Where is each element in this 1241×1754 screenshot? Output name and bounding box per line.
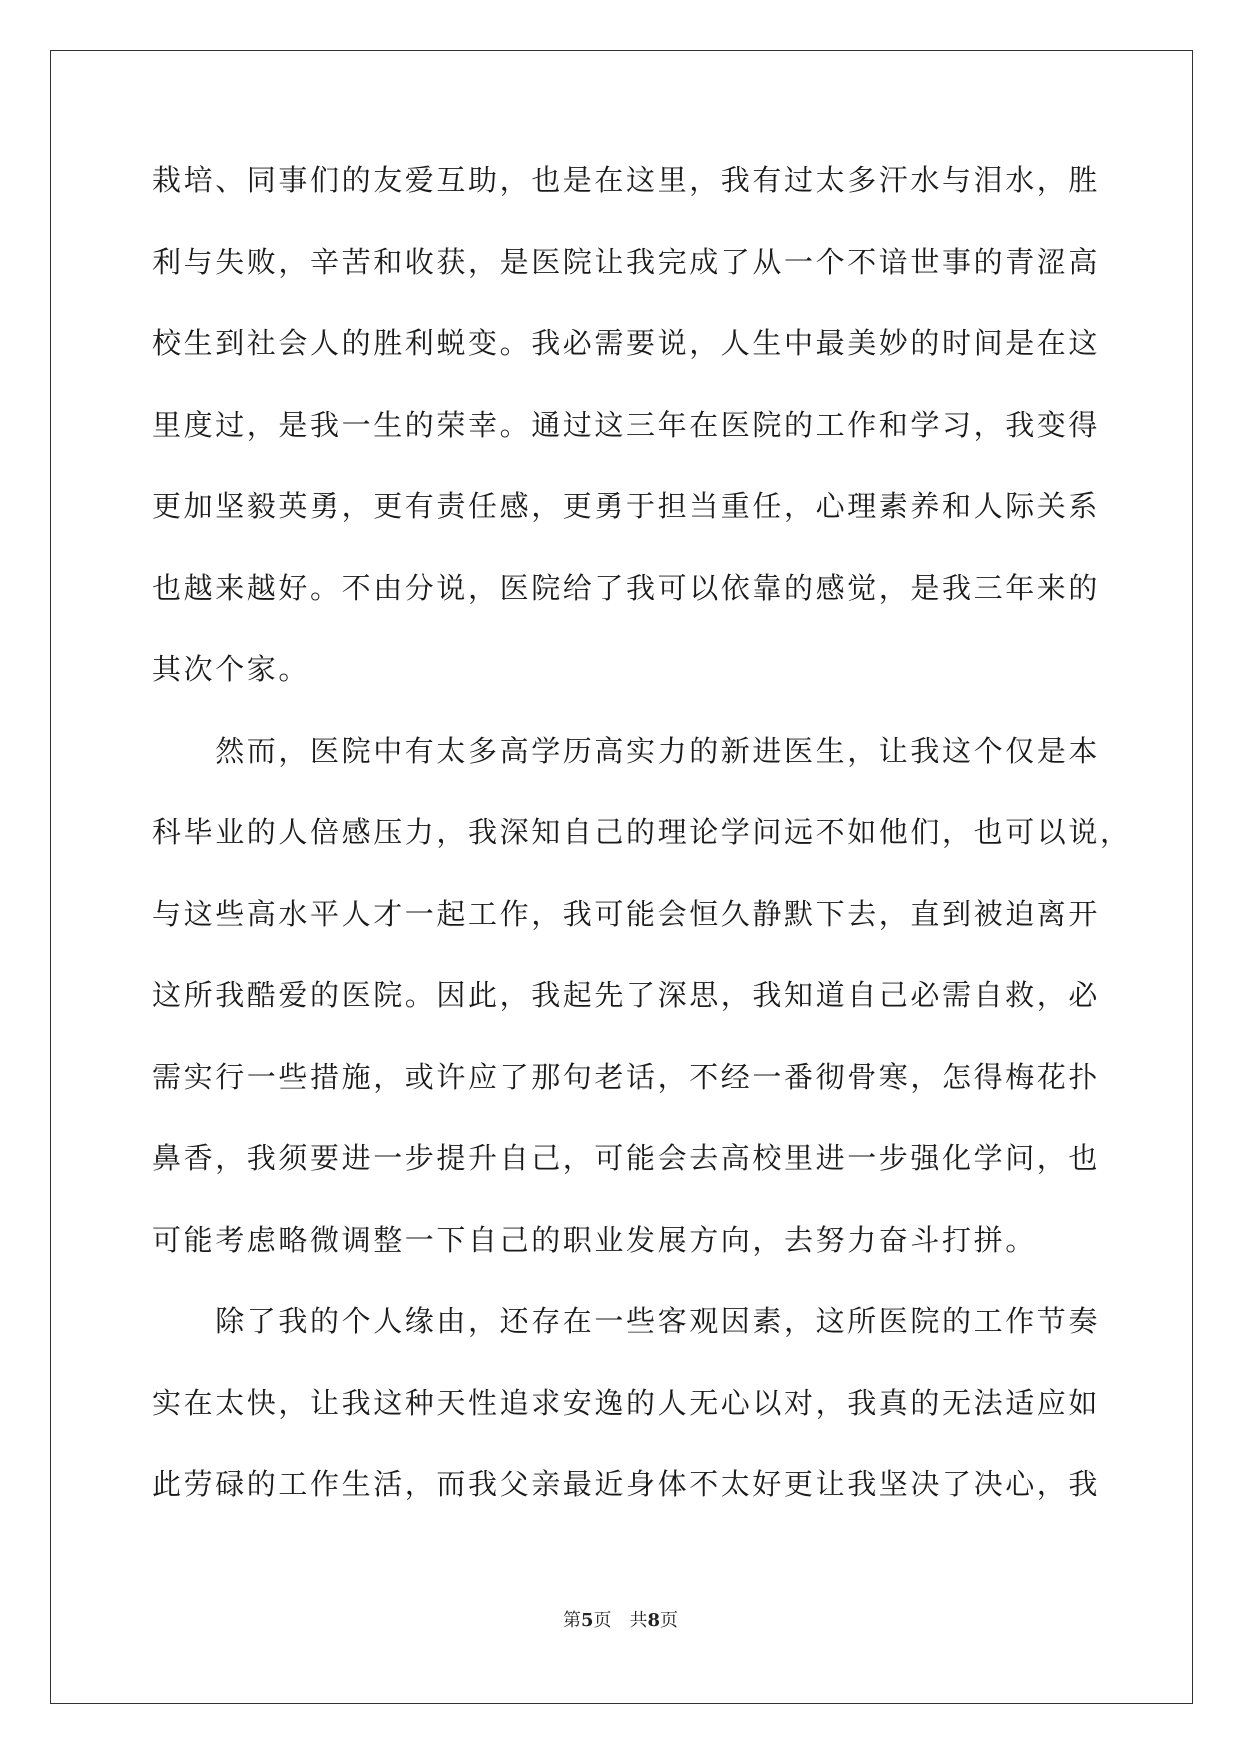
text-line: 里度过，是我一生的荣幸。通过这三年在医院的工作和学习，我变得 (152, 407, 1101, 442)
total-page-number: 8 (647, 1610, 661, 1631)
text-line: 除了我的个人缘由，还存在一些客观因素，这所医院的工作节奏 (152, 1304, 1101, 1338)
page-label-suffix: 页 (660, 1610, 679, 1631)
text-line: 与这些高水平人才一起工作，我可能会恒久静默下去，直到被迫离开 (152, 896, 1101, 931)
text-line: 校生到社会人的胜利蜕变。我必需要说，人生中最美妙的时间是在这 (152, 326, 1101, 360)
text-line: 也越来越好。不由分说，医院给了我可以依靠的感觉，是我三年来的 (152, 570, 1101, 605)
text-line: 这所我酷爱的医院。因此，我起先了深思，我知道自己必需自救，必 (152, 978, 1101, 1012)
text-line: 其次个家。 (152, 652, 311, 686)
text-line: 可能考虑略微调整一下自己的职业发展方向，去努力奋斗打拼。 (152, 1222, 1037, 1257)
current-page-number: 5 (580, 1610, 594, 1631)
text-line: 栽培、同事们的友爱互助，也是在这里，我有过太多汗水与泪水，胜 (152, 163, 1101, 197)
text-line: 实在太快，让我这种天性追求安逸的人无心以对，我真的无法适应如 (152, 1385, 1101, 1420)
text-line: 更加坚毅英勇，更有责任感，更勇于担当重任，心理素养和人际关系 (152, 489, 1101, 523)
page-label-mid: 页 共 (593, 1610, 648, 1631)
text-line: 科毕业的人倍感压力，我深知自己的理论学问远不如他们，也可以说， (152, 815, 1132, 849)
text-line: 然而，医院中有太多高学历高实力的新进医生，让我这个仅是本 (152, 733, 1101, 768)
text-line: 鼻香，我须要进一步提升自己，可能会去高校里进一步强化学问，也 (152, 1141, 1101, 1175)
page-footer (0, 1606, 1241, 1632)
text-line: 此劳碌的工作生活，而我父亲最近身体不太好更让我坚决了决心，我 (152, 1467, 1101, 1501)
document-body (152, 160, 1132, 1546)
text-line: 需实行一些措施，或许应了那句老话，不经一番彻骨寒，怎得梅花扑 (152, 1059, 1101, 1094)
page-label-prefix: 第 (562, 1610, 581, 1631)
text-line: 利与失败，辛苦和收获，是医院让我完成了从一个不谙世事的青涩高 (152, 244, 1101, 279)
